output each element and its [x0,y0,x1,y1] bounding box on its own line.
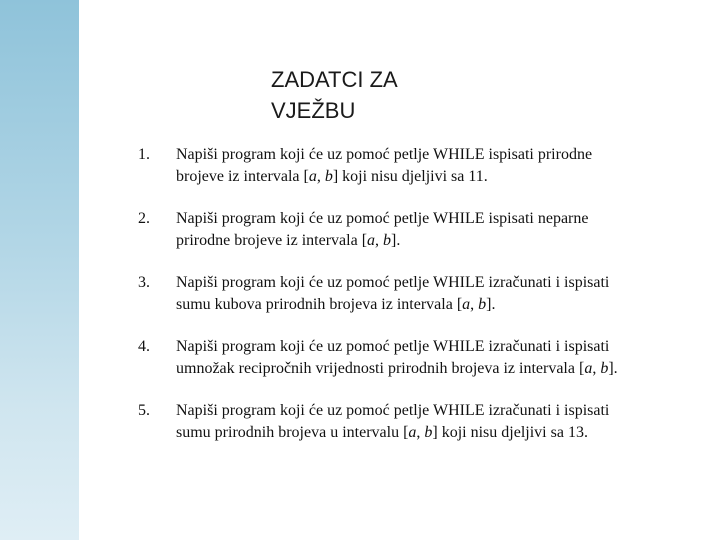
title-line-2: VJEŽBU [271,98,356,123]
task-item-3 [138,272,698,316]
task-line-1: Napiši program koji će uz pomoć petlje WHILE izračunati i ispisati [176,402,610,419]
decorative-sidebar [0,0,79,540]
separator: , [316,168,325,185]
task-line-2-start: sumu prirodnih brojeva u intervalu [ [176,424,409,441]
variable-b: b [324,168,333,185]
task-text [176,144,698,188]
task-item-2 [138,208,698,252]
task-line-2-end: ] koji nisu djeljivi sa 11. [332,168,488,185]
page-title [271,64,398,126]
task-number: 1. [138,146,150,163]
variable-a: a [462,296,471,313]
task-line-2-start: umnožak recipročnih vrijednosti prirodnih brojeva iz intervala [ [176,360,585,377]
title-line-1: ZADATCI ZA [271,67,398,92]
task-line-1: Napiši program koji će uz pomoć petlje WHILE izračunati i ispisati [176,274,610,291]
task-text [176,272,698,316]
task-line-1: Napiši program koji će uz pomoć petlje WHILE ispisati prirodne [176,146,593,163]
task-line-2-end: ]. [608,360,618,377]
variable-b: b [478,296,487,313]
task-text [176,208,698,252]
task-line-2-start: brojeve iz intervala [ [176,168,309,185]
task-line-1: Napiši program koji će uz pomoć petlje WHILE ispisati neparne [176,210,589,227]
task-number: 2. [138,210,150,227]
task-line-2-start: sumu kubova prirodnih brojeva iz intervala [ [176,296,463,313]
task-item-5 [138,400,698,444]
task-item-4 [138,336,698,380]
separator: , [592,360,601,377]
task-number: 3. [138,274,150,291]
separator: , [470,296,479,313]
variable-b: b [383,232,392,249]
task-line-1: Napiši program koji će uz pomoć petlje WHILE izračunati i ispisati [176,338,610,355]
task-text [176,400,698,444]
variable-a: a [308,168,317,185]
task-item-1 [138,144,698,188]
separator: , [375,232,384,249]
variable-b: b [600,360,609,377]
task-text [176,336,698,380]
task-line-2-end: ]. [391,232,401,249]
variable-a: a [584,360,593,377]
task-line-2-end: ]. [486,296,496,313]
task-line-2-start: prirodne brojeve iz intervala [ [176,232,368,249]
variable-a: a [408,424,417,441]
variable-a: a [367,232,376,249]
task-number: 4. [138,338,150,355]
variable-b: b [424,424,433,441]
task-number: 5. [138,402,150,419]
task-line-2-end: ] koji nisu djeljivi sa 13. [432,424,588,441]
task-list [138,144,698,464]
separator: , [416,424,425,441]
